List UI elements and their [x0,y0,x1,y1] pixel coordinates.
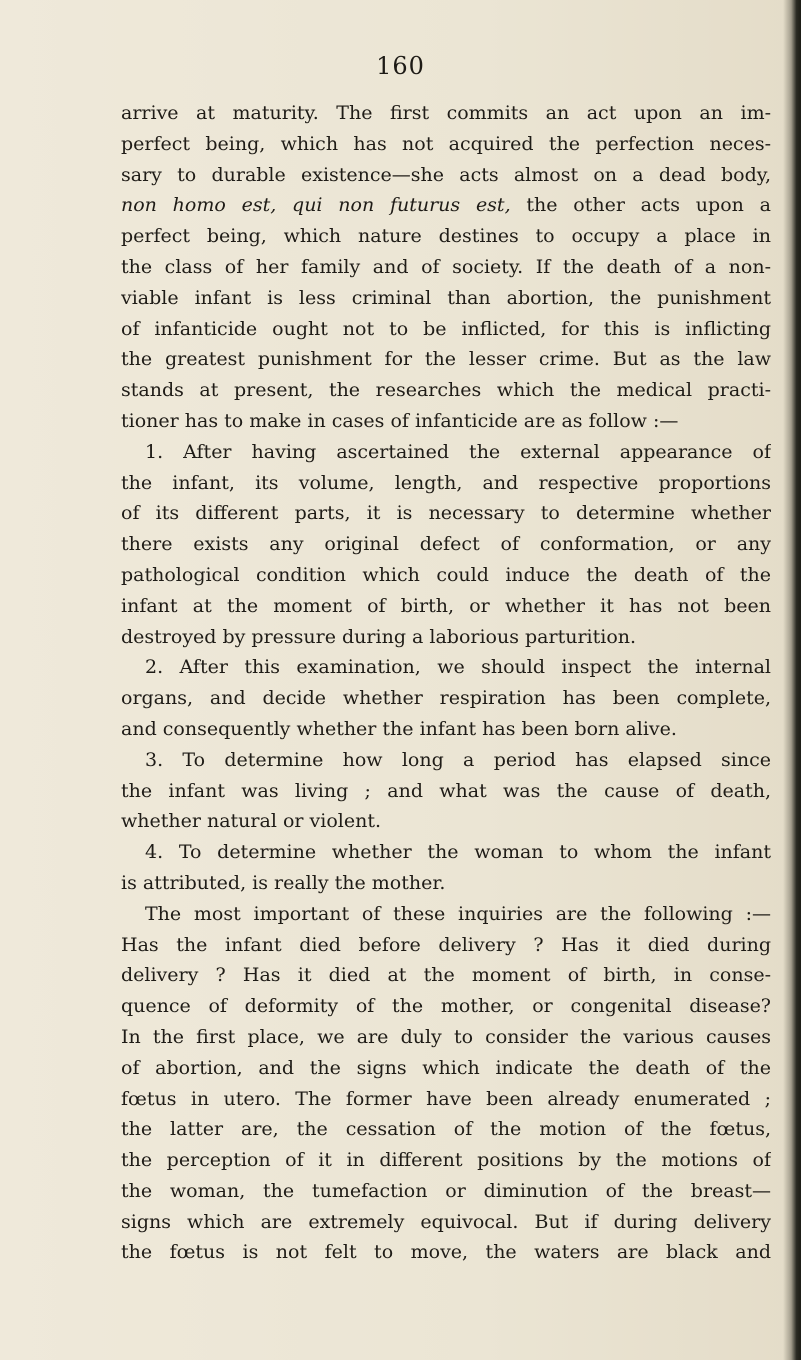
line-text: is attributed, is really the mother. [121,871,446,894]
line-text: and consequently whether the infant has been born alive. [121,717,677,740]
text-line [121,437,771,468]
text-line [121,1237,771,1268]
line-text: viable infant is less criminal than abortion, the punishment [121,286,771,309]
line-text: of abortion, and the signs which indicate the death of the [121,1056,771,1079]
line-text: there exists any original defect of conformation, or any [121,533,771,556]
text-line [121,683,771,714]
line-text: of its different parts, it is necessary to determine whether [121,502,771,525]
text-line [121,776,771,807]
line-text: the infant, its volume, length, and respective proportions [121,471,771,494]
line-text: the infant was living ; and what was the cause of death, [121,779,771,802]
text-line [121,98,771,129]
text-line [121,160,771,191]
text-line [121,560,771,591]
line-text: the fœtus is not felt to move, the waters are black and [121,1241,771,1264]
line-text: the woman, the tumefaction or diminution of the breast— [121,1179,771,1202]
line-text: perfect being, which nature destines to occupy a place in [121,225,771,248]
text-line [121,806,771,837]
text-line [121,314,771,345]
text-line [121,1207,771,1238]
text-line [121,622,771,653]
italic-phrase: non homo est, qui non futurus est, [121,194,511,217]
line-text: whether natural or violent. [121,810,381,833]
text-line [121,283,771,314]
text-line [121,375,771,406]
text-line [121,252,771,283]
line-text: the latter are, the cessation of the motion of the fœtus, [121,1118,771,1141]
text-line [121,745,771,776]
line-text: Has the infant died before delivery ? Has it died during [121,933,771,956]
body-text [121,98,771,1268]
text-line [121,652,771,683]
text-line [121,1114,771,1145]
text-line [121,1022,771,1053]
text-line [121,1145,771,1176]
text-line [121,221,771,252]
line-text: 2. After this examination, we should inspect the internal [145,656,771,679]
page-edge [783,0,801,1360]
text-line [121,529,771,560]
text-line [121,1176,771,1207]
text-line [121,190,771,221]
line-text: 1. After having ascertained the external appearance of [145,440,771,463]
line-text: stands at present, the researches which the medical practi- [121,379,771,402]
line-text: quence of deformity of the mother, or congenital disease? [121,995,771,1018]
line-text: destroyed by pressure during a laborious parturition. [121,625,637,648]
text-line [121,868,771,899]
line-text: infant at the moment of birth, or whether it has not been [121,594,771,617]
line-text: organs, and decide whether respiration has been complete, [121,687,771,710]
text-line [121,960,771,991]
text-line [121,344,771,375]
line-text: the class of her family and of society. If the death of a non- [121,255,771,278]
text-line [121,498,771,529]
line-text: of infanticide ought not to be inflicted, for this is inflicting [121,317,771,340]
line-text: the greatest punishment for the lesser crime. But as the law [121,348,771,371]
line-text: delivery ? Has it died at the moment of birth, in conse- [121,964,771,987]
text-line [121,837,771,868]
line-text: the other acts upon a [510,194,771,217]
text-line [121,1084,771,1115]
line-text: arrive at maturity. The first commits an act upon an im- [121,102,771,124]
text-line [121,129,771,160]
line-text: fœtus in utero. The former have been already enumerated ; [121,1087,771,1110]
line-text: The most important of these inquiries are the following :— [145,902,771,925]
page-number: 160 [376,52,425,80]
line-text: In the first place, we are duly to consider the various causes [121,1025,771,1048]
text-line [121,591,771,622]
text-line [121,930,771,961]
text-line [121,406,771,437]
line-text: tioner has to make in cases of infanticide are as follow :— [121,409,679,432]
line-text: 4. To determine whether the woman to whom the infant [145,841,771,864]
line-text: 3. To determine how long a period has elapsed since [145,748,771,771]
text-line [121,899,771,930]
line-text: perfect being, which has not acquired the perfection neces- [121,132,771,155]
line-text: the perception of it in different positions by the motions of [121,1149,771,1172]
line-text: signs which are extremely equivocal. But if during delivery [121,1210,771,1233]
line-text: pathological condition which could induce the death of the [121,563,771,586]
text-line [121,468,771,499]
text-line [121,1053,771,1084]
line-text: sary to durable existence—she acts almost on a dead body, [121,163,771,186]
text-line [121,714,771,745]
text-line [121,991,771,1022]
